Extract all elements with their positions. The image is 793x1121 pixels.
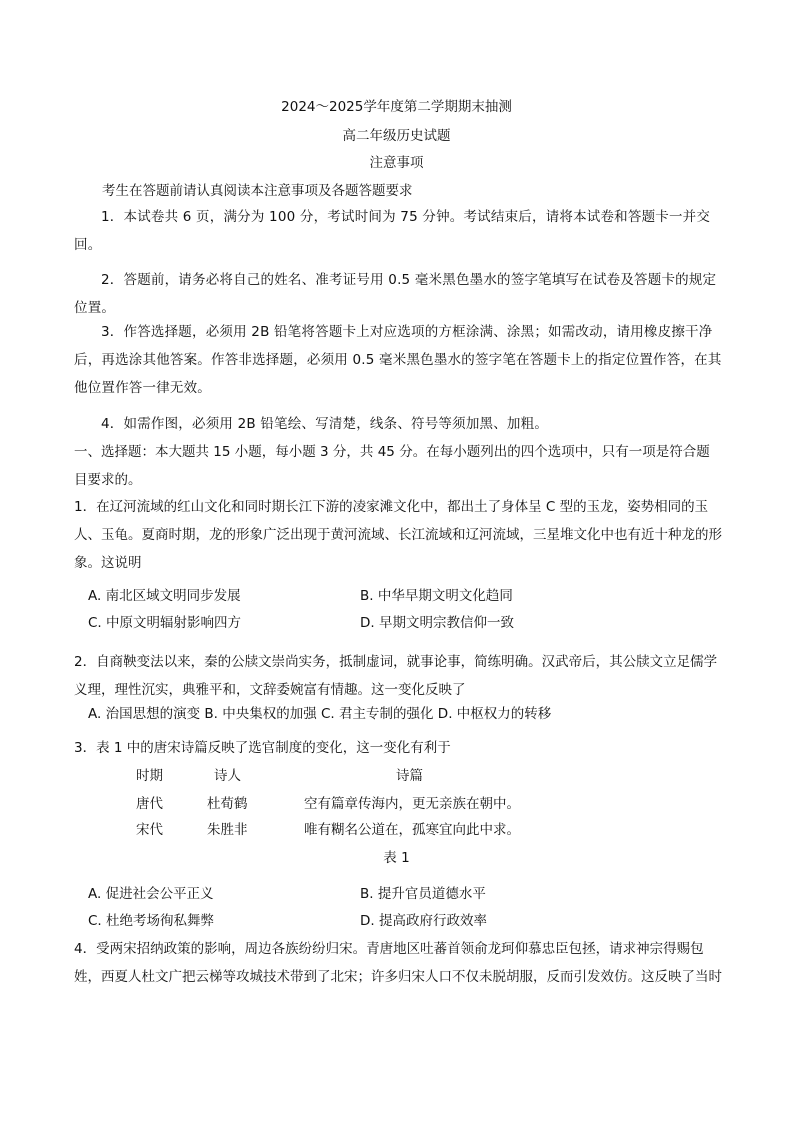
table-header-period: 时期	[136, 768, 163, 784]
question-1-option-c: C. 中原文明辐射影响四方	[88, 615, 242, 631]
question-3-stem: 3．表 1 中的唐宋诗篇反映了选官制度的变化，这一变化有利于	[74, 740, 451, 756]
notice-item-3: 3．作答选择题，必须用 2B 铅笔将答题卡上对应选项的方框涂满、涂黑；如需改动，请用橡皮擦干净后，再选涂其他答案。作答非选择题，必须用 0.5 毫米黑色墨水的签字笔在答题卡上的指定位置作答，在其他位置作答一律无效。	[74, 324, 722, 396]
notice-item-4: 4．如需作图，必须用 2B 铅笔绘、写清楚，线条、符号等须加黑、加粗。	[101, 416, 549, 432]
question-2-stem: 2．自商鞅变法以来，秦的公牍文崇尚实务，抵制虚词，就事论事，简练明确。汉武帝后，其公牍文立足儒学义理，理性沉实，典雅平和，文辞委婉富有情趣。这一变化反映了	[74, 654, 718, 698]
table-cell: 朱胜非	[207, 822, 248, 838]
question-4-stem: 4．受两宋招纳政策的影响，周边各族纷纷归宋。青唐地区吐蕃首领俞龙珂仰慕忠臣包拯，请求神宗得赐包姓，西夏人杜文广把云梯等攻城技术带到了北宋；许多归宋人口不仅未脱胡服，反而引发效仿。这反映了当时	[74, 941, 722, 985]
notice-intro: 考生在答题前请认真阅读本注意事项及各题答题要求	[102, 183, 413, 199]
table-header-poet: 诗人	[214, 768, 241, 784]
table-cell: 空有篇章传海内，更无亲族在朝中。	[304, 796, 520, 812]
exam-subtitle: 高二年级历史试题	[342, 128, 451, 144]
notice-heading: 注意事项	[369, 155, 424, 171]
question-3-option-b: B. 提升官员道德水平	[360, 886, 486, 902]
table-cell: 杜荀鹤	[207, 796, 248, 812]
question-1-option-a: A. 南北区域文明同步发展	[88, 588, 241, 604]
notice-item-2: 2．答题前，请务必将自己的姓名、准考证号用 0.5 毫米黑色墨水的签字笔填写在试卷及答题卡的规定位置。	[74, 272, 717, 316]
table-caption: 表 1	[383, 850, 410, 866]
section-heading: 一、选择题：本大题共 15 小题，每小题 3 分，共 45 分。在每小题列出的四个选项中，只有一项是符合题目要求的。	[74, 444, 710, 488]
table-cell: 唯有糊名公道在，孤寒宜向此中求。	[304, 822, 520, 838]
question-3-option-d: D. 提高政府行政效率	[360, 913, 487, 929]
question-1-option-b: B. 中华早期文明文化趋同	[360, 588, 513, 604]
table-cell: 宋代	[136, 822, 163, 838]
question-1-stem: 1．在辽河流域的红山文化和同时期长江下游的凌家滩文化中，都出土了身体呈 C 型的玉龙，姿势相同的玉人、玉龟。夏商时期，龙的形象广泛出现于黄河流域、长江流域和辽河流域，三星堆文化中也有近十种龙的形象。这说明	[74, 499, 722, 571]
question-3-option-c: C. 杜绝考场徇私舞弊	[88, 913, 215, 929]
notice-item-1: 1．本试卷共 6 页，满分为 100 分，考试时间为 75 分钟。考试结束后，请将本试卷和答题卡一并交回。	[74, 209, 711, 253]
question-3-option-a: A. 促进社会公平正义	[88, 886, 214, 902]
question-1-option-d: D. 早期文明宗教信仰一致	[360, 615, 514, 631]
table-header-poem: 诗篇	[396, 768, 423, 784]
exam-title: 2024～2025学年度第二学期期末抽测	[281, 99, 512, 115]
question-2-options: A. 治国思想的演变 B. 中央集权的加强 C. 君主专制的强化 D. 中枢权力的转移	[88, 706, 552, 722]
table-cell: 唐代	[136, 796, 163, 812]
